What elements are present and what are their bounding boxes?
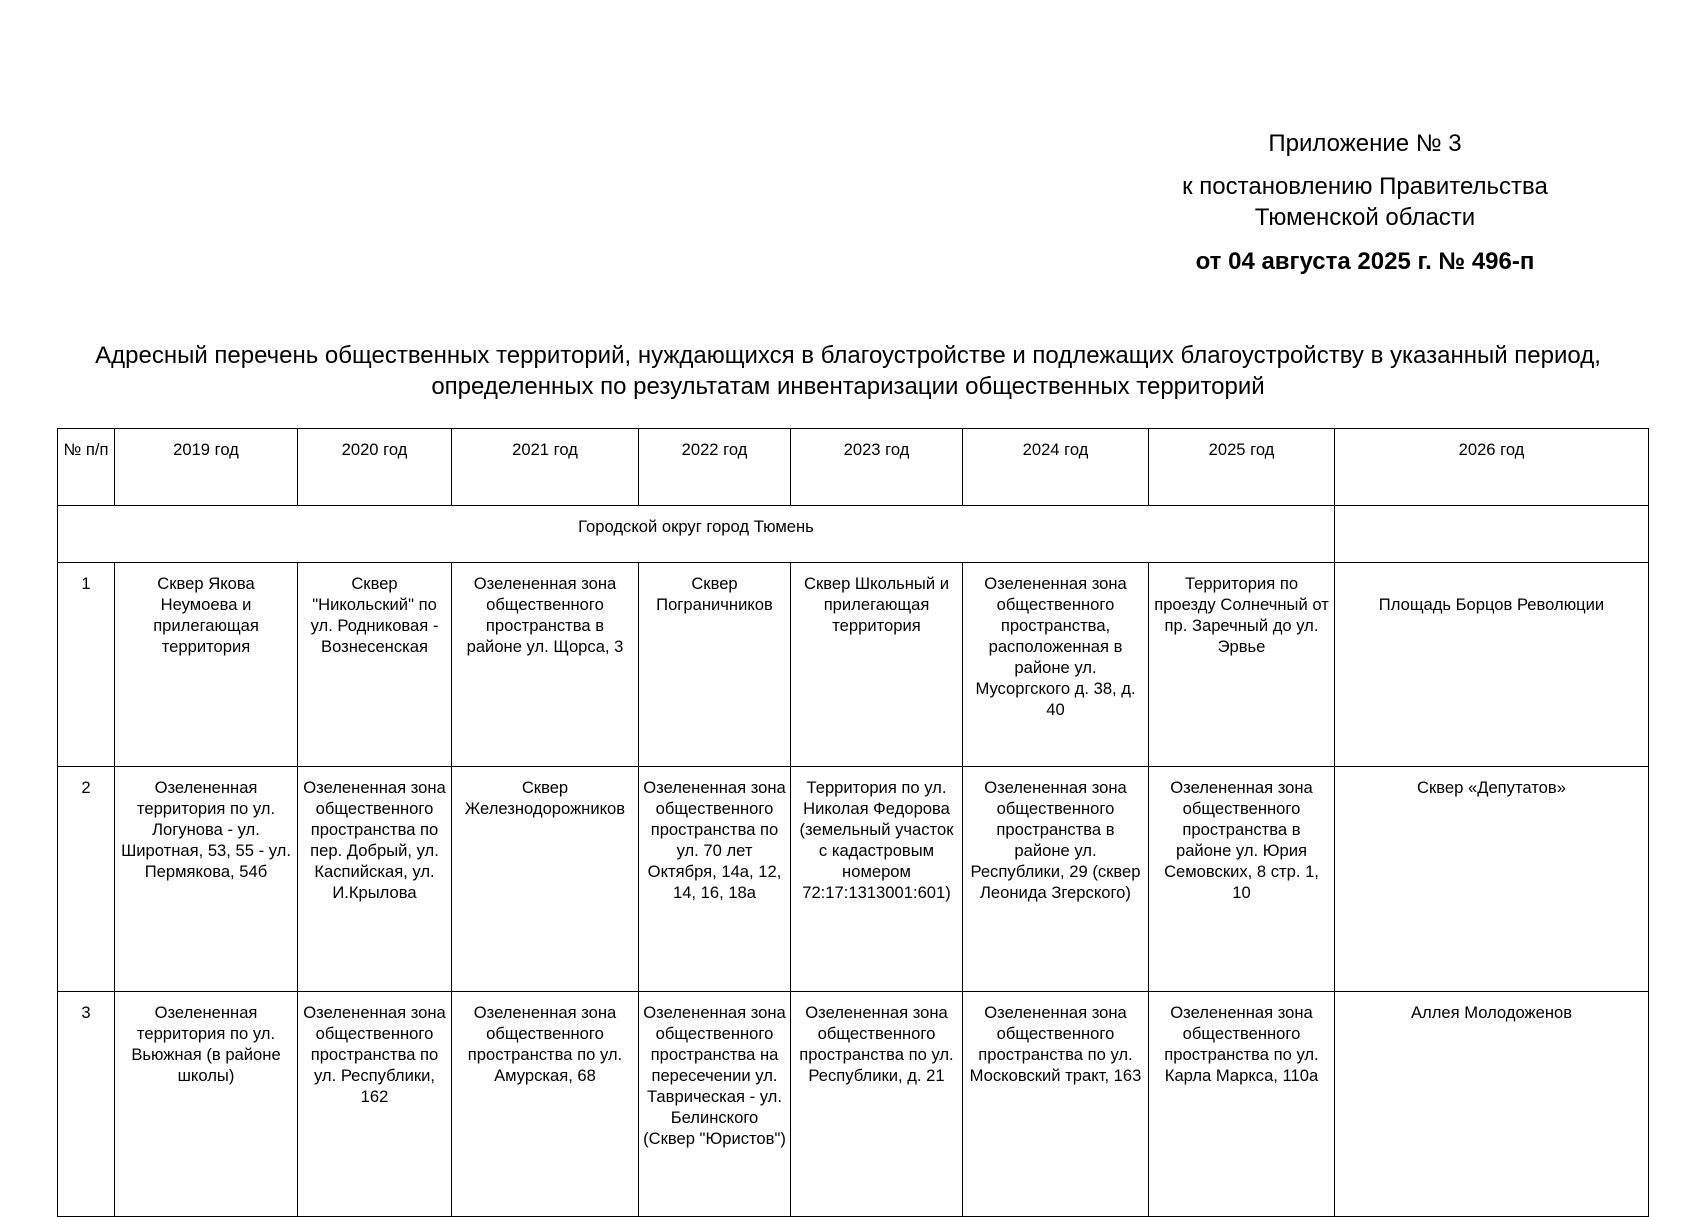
resolution-line-1: к постановлению Правительства — [1182, 173, 1548, 200]
resolution-line-2: Тюменской области — [1254, 204, 1476, 231]
cell-2019: Сквер Якова Неумоева и прилегающая территория — [115, 563, 298, 767]
section-empty-cell — [1335, 506, 1649, 563]
row-number: 2 — [58, 767, 115, 992]
row-number: 3 — [58, 992, 115, 1217]
document-title: Адресный перечень общественных территорий, нуждающихся в благоустройстве и подлежащих благоустройству в указанный период, определенных по результатам инвентаризации общественных территорий — [95, 342, 1601, 400]
cell-2020: Озелененная зона общественного пространства по пер. Добрый, ул. Каспийская, ул. И.Крылова — [298, 767, 452, 992]
cell-2020: Сквер "Никольский" по ул. Родниковая - Вознесенская — [298, 563, 452, 767]
column-header-2023: 2023 год — [791, 429, 963, 506]
column-header-2021: 2021 год — [452, 429, 639, 506]
cell-2019: Озелененная территория по ул. Вьюжная (в районе школы) — [115, 992, 298, 1217]
cell-2024: Озелененная зона общественного пространства по ул. Московский тракт, 163 — [963, 992, 1149, 1217]
column-header-2020: 2020 год — [298, 429, 452, 506]
table-row — [58, 767, 1649, 992]
cell-2024: Озелененная зона общественного пространства, расположенная в районе ул. Мусоргского д. 38, д. 40 — [963, 563, 1149, 767]
cell-2021: Озелененная зона общественного пространства по ул. Амурская, 68 — [452, 992, 639, 1217]
row-number: 1 — [58, 563, 115, 767]
appendix-label: Приложение № 3 — [1268, 130, 1462, 157]
table-header-row — [58, 429, 1649, 506]
resolution-date: от 04 августа 2025 г. № 496-п — [1195, 248, 1535, 275]
cell-2025: Озелененная зона общественного пространства по ул. Карла Маркса, 110а — [1149, 992, 1335, 1217]
column-header-2025: 2025 год — [1149, 429, 1335, 506]
territories-table — [57, 428, 1649, 1217]
cell-2022: Сквер Пограничников — [639, 563, 791, 767]
cell-2020: Озелененная зона общественного пространства по ул. Республики, 162 — [298, 992, 452, 1217]
cell-2021: Озелененная зона общественного пространства в районе ул. Щорса, 3 — [452, 563, 639, 767]
cell-2026: Сквер «Депутатов» — [1335, 767, 1649, 992]
table-row — [58, 563, 1649, 767]
cell-2026: Площадь Борцов Революции — [1335, 563, 1649, 767]
cell-2025: Территория по проезду Солнечный от пр. Заречный до ул. Эрвье — [1149, 563, 1335, 767]
column-header-2022: 2022 год — [639, 429, 791, 506]
cell-2023: Сквер Школьный и прилегающая территория — [791, 563, 963, 767]
cell-2022: Озелененная зона общественного пространства на пересечении ул. Таврическая - ул. Белинского (Сквер "Юристов") — [639, 992, 791, 1217]
cell-2026: Аллея Молодоженов — [1335, 992, 1649, 1217]
section-label: Городской округ город Тюмень — [58, 506, 1335, 563]
column-header-2019: 2019 год — [115, 429, 298, 506]
column-header-2026: 2026 год — [1335, 429, 1649, 506]
cell-2025: Озелененная зона общественного пространства в районе ул. Юрия Семовских, 8 стр. 1, 10 — [1149, 767, 1335, 992]
cell-2023: Озелененная зона общественного пространства по ул. Республики, д. 21 — [791, 992, 963, 1217]
cell-2022: Озелененная зона общественного пространства по ул. 70 лет Октября, 14а, 12, 14, 16, 18а — [639, 767, 791, 992]
column-header-number: № п/п — [58, 429, 115, 506]
cell-2023: Территория по ул. Николая Федорова (земельный участок с кадастровым номером 72:17:1313001:601) — [791, 767, 963, 992]
appendix-header — [1120, 128, 1610, 277]
cell-2019: Озелененная территория по ул. Логунова - ул. Широтная, 53, 55 - ул. Пермякова, 54б — [115, 767, 298, 992]
table-row — [58, 992, 1649, 1217]
column-header-2024: 2024 год — [963, 429, 1149, 506]
cell-2024: Озелененная зона общественного пространства в районе ул. Республики, 29 (сквер Леонида Згерского) — [963, 767, 1149, 992]
cell-2021: Сквер Железнодорожников — [452, 767, 639, 992]
section-row — [58, 506, 1649, 563]
